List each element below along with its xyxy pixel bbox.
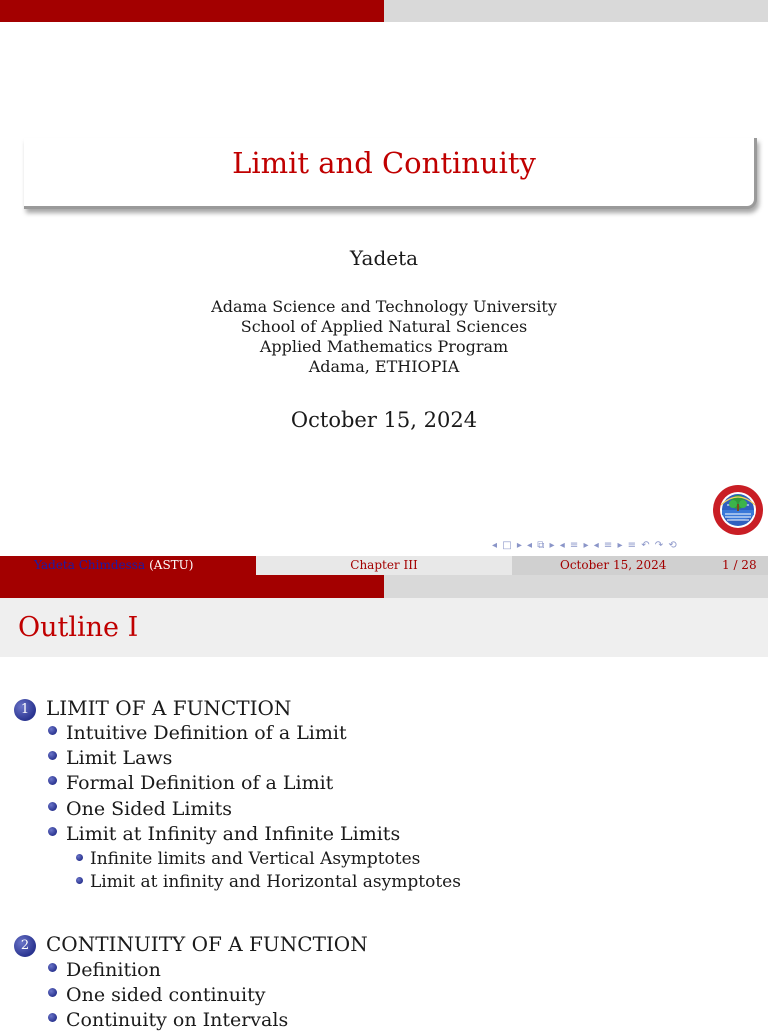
- outline-item-label: Continuity on Intervals: [66, 1009, 289, 1031]
- headline-bar-left: [0, 0, 384, 22]
- slide-title: Limit and Continuity: [232, 146, 536, 180]
- footer-date-block: [512, 556, 768, 575]
- section-number-badge: 2: [14, 935, 36, 957]
- slide2-headline-bar: [0, 575, 768, 598]
- outline-item[interactable]: [48, 1009, 288, 1031]
- outline-subitem-label: Limit at infinity and Horizontal asymptotes: [90, 872, 461, 892]
- frame-title: Outline I: [18, 612, 139, 643]
- footer-date: October 15, 2024: [560, 558, 667, 572]
- institution-line-1: Adama Science and Technology University: [211, 297, 557, 316]
- bullet-icon: [48, 1013, 57, 1022]
- outline-item[interactable]: [48, 823, 400, 845]
- footer-affiliation: (ASTU): [149, 558, 194, 572]
- institution-line-4: Adama, ETHIOPIA: [308, 357, 460, 376]
- beamer-navigation-symbols[interactable]: ◂ □ ▸ ◂ ⧉ ▸ ◂ ≡ ▸ ◂ ≡ ▸ ≡ ↶ ↷ ⟲: [492, 540, 678, 551]
- outline-item-label: One Sided Limits: [66, 798, 232, 820]
- bullet-icon: [48, 726, 57, 735]
- university-logo: [713, 485, 763, 535]
- footer-chapter: Chapter III: [256, 556, 512, 575]
- bullet-icon: [48, 751, 57, 760]
- institution-line-3: Applied Mathematics Program: [259, 337, 509, 356]
- outline-item[interactable]: [48, 722, 347, 744]
- outline-item[interactable]: [48, 959, 161, 981]
- sub-bullet-icon: [76, 854, 83, 861]
- bullet-icon: [48, 827, 57, 836]
- headline-bar-right: [384, 0, 768, 22]
- section-title: LIMIT OF A FUNCTION: [46, 696, 292, 720]
- outline-section-1[interactable]: [14, 696, 291, 721]
- outline-item-label: Intuitive Definition of a Limit: [66, 722, 347, 744]
- footer-author-block: [0, 556, 256, 575]
- outline-item-label: Limit Laws: [66, 747, 173, 769]
- outline-item-label: Limit at Infinity and Infinite Limits: [66, 823, 401, 845]
- footer-author: Yadeta Chimdessa: [34, 558, 146, 572]
- bullet-icon: [48, 776, 57, 785]
- footer-page-number: 1 / 28: [722, 558, 757, 572]
- headline-bar-left: [0, 575, 384, 598]
- headline-bar-right: [384, 575, 768, 598]
- section-number-badge: 1: [14, 699, 36, 721]
- outline-section-2[interactable]: [14, 932, 368, 957]
- outline-subitem-label: Infinite limits and Vertical Asymptotes: [90, 849, 421, 869]
- bullet-icon: [48, 988, 57, 997]
- outline-item[interactable]: [48, 984, 265, 1006]
- outline-item[interactable]: [48, 747, 172, 769]
- sub-bullet-icon: [76, 877, 83, 884]
- outline-subitem[interactable]: [76, 872, 461, 892]
- outline-item-label: Formal Definition of a Limit: [66, 772, 334, 794]
- institution-line-2: School of Applied Natural Sciences: [240, 317, 528, 336]
- presentation-date: October 15, 2024: [290, 408, 478, 432]
- outline-subitem[interactable]: [76, 849, 420, 869]
- outline-item[interactable]: [48, 772, 333, 794]
- outline-item[interactable]: [48, 798, 232, 820]
- section-title: CONTINUITY OF A FUNCTION: [46, 932, 368, 956]
- outline-item-label: One sided continuity: [66, 984, 266, 1006]
- university-logo-icon: [713, 485, 763, 535]
- bullet-icon: [48, 802, 57, 811]
- bullet-icon: [48, 963, 57, 972]
- author-name: Yadeta: [349, 246, 419, 270]
- outline-item-label: Definition: [66, 959, 161, 981]
